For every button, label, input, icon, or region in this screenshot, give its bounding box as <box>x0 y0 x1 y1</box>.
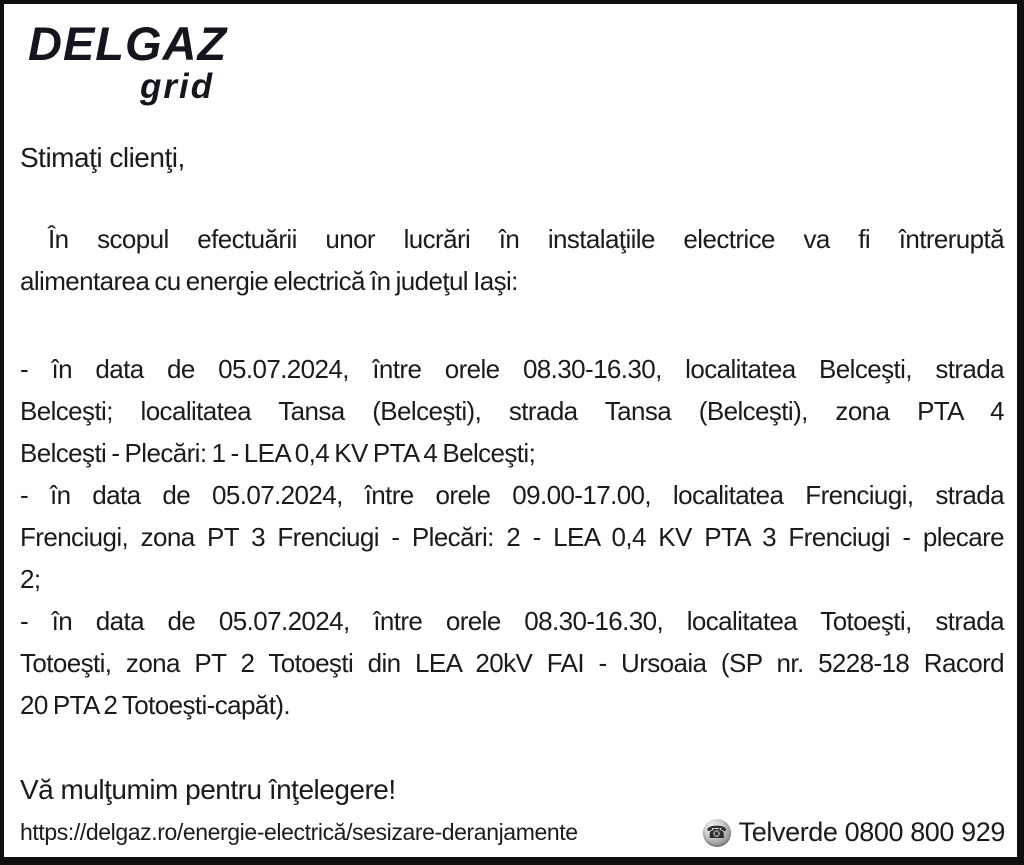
intro-paragraph <box>20 218 1004 302</box>
salutation-text: Stimaţi clienţi, <box>20 142 185 173</box>
outage-line: - în data de 05.07.2024, între orele 08.30-16.30, localitatea Belceşti, strada <box>20 354 1004 384</box>
telephone-icon: ☎ <box>703 819 731 847</box>
thanks-text: Vă mulţumim pentru înţelegere! <box>20 774 396 805</box>
logo-brand-text: DELGAZ <box>28 17 228 70</box>
outage-line: Totoeşti, zona PT 2 Totoeşti din LEA 20kV FAI - Ursoaia (SP nr. 5228-18 Racord <box>20 648 1004 678</box>
intro-line: În scopul efectuării unor lucrări în instalaţiile electrice va fi întreruptă <box>48 224 1004 254</box>
intro-line: alimentarea cu energie electrică în judeţul Iaşi: <box>20 266 518 296</box>
outage-line: Belceşti - Plecări: 1 - LEA 0,4 KV PTA 4 Belceşti; <box>20 438 536 468</box>
outage-line: - în data de 05.07.2024, între orele 09.00-17.00, localitatea Frenciugi, strada <box>20 480 1004 510</box>
footer-bar <box>20 817 1005 848</box>
outage-item-belcesti <box>20 348 1004 474</box>
outage-line: - în data de 05.07.2024, între orele 08.30-16.30, localitatea Totoeşti, strada <box>20 606 1004 636</box>
logo-division-text: grid <box>140 67 215 106</box>
outage-line: Belceşti; localitatea Tansa (Belceşti), strada Tansa (Belceşti), zona PTA 4 <box>20 396 1004 426</box>
delgaz-complaints-url[interactable]: https://delgaz.ro/energie-electrică/sesizare-deranjamente <box>20 819 578 845</box>
outage-line: Frenciugi, zona PT 3 Frenciugi - Plecări: 2 - LEA 0,4 KV PTA 3 Frenciugi - plecare <box>20 522 1004 552</box>
outage-line: 20 PTA 2 Totoeşti-capăt). <box>20 690 291 720</box>
outage-item-totoesti <box>20 600 1004 726</box>
delgaz-grid-logo <box>28 17 228 106</box>
telverde-phone-number: Telverde 0800 800 929 <box>738 817 1005 847</box>
outage-line: 2; <box>20 564 41 594</box>
outage-item-frenciugi <box>20 474 1004 600</box>
outage-list <box>20 348 1004 726</box>
telverde-phone-group <box>703 817 1005 848</box>
